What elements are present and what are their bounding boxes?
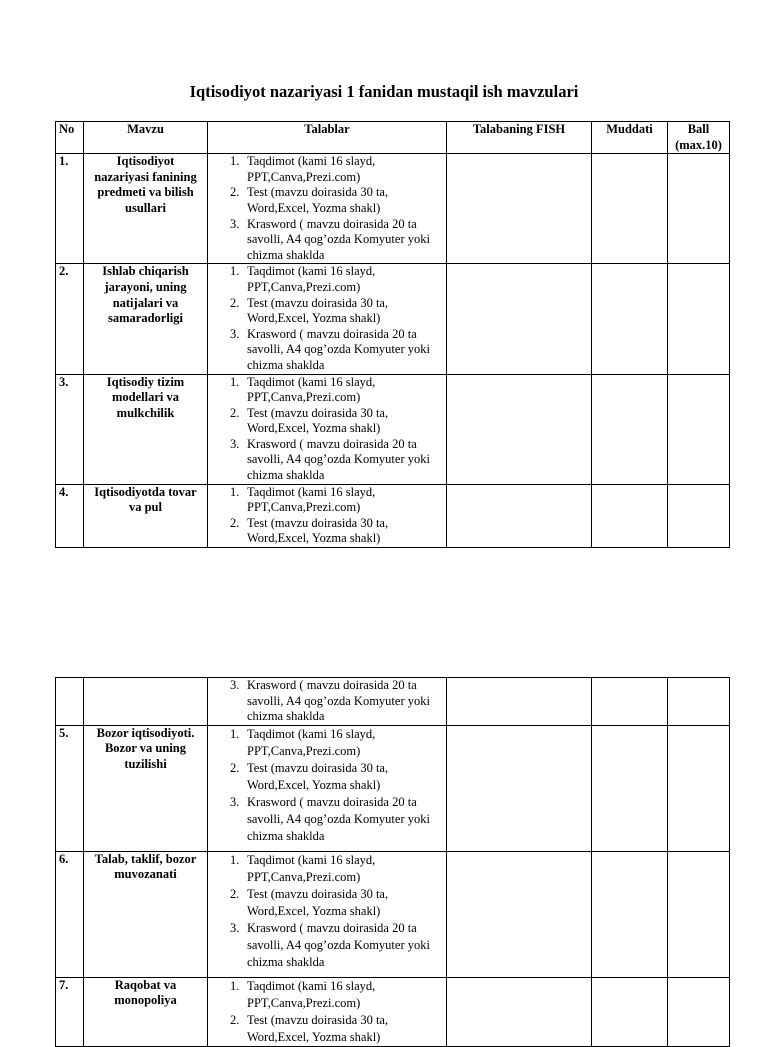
requirement-item: 1. Taqdimot (kami 16 slayd, PPT,Canva,Prezi.com) [230, 374, 376, 405]
score-cell[interactable] [668, 851, 730, 977]
table-row [56, 725, 730, 851]
score-cell[interactable] [668, 725, 730, 851]
score-cell[interactable] [668, 484, 730, 547]
table-row [56, 484, 730, 547]
row-topic: Iqtisodiy tizim modellari va mulkchilik [84, 374, 208, 484]
header-muddati: Muddati [592, 122, 668, 154]
header-ball: Ball (max.10) [668, 122, 730, 154]
document-title: Iqtisodiyot nazariyasi 1 fanidan mustaqil ish mavzulari [189, 82, 579, 101]
table-row-continuation [56, 678, 730, 726]
requirement-item: 3. Krasword ( mavzu doirasida 20 ta savolli, A4 qog’ozda Komyuter yoki chizma shaklda [230, 678, 430, 724]
requirement-item: 2. Test (mavzu doirasida 30 ta, Word,Excel, Yozma shakl) [230, 1012, 389, 1044]
row-requirements [208, 484, 447, 547]
student-name-cell[interactable] [447, 264, 592, 374]
deadline-cell[interactable] [592, 154, 668, 264]
row-topic: Iqtisodiyot nazariyasi fanining predmeti va bilish usullari [84, 154, 208, 264]
row-requirements [208, 725, 447, 851]
deadline-cell[interactable] [592, 977, 668, 1046]
table-header-row [56, 122, 730, 154]
row-requirements [208, 678, 447, 726]
deadline-cell[interactable] [592, 678, 668, 726]
table-row [56, 977, 730, 1046]
row-requirements [208, 977, 447, 1046]
row-topic: Bozor iqtisodiyoti. Bozor va uning tuzilishi [84, 725, 208, 851]
row-number: 5. [56, 725, 84, 851]
requirement-item: 1. Taqdimot (kami 16 slayd, PPT,Canva,Prezi.com) [230, 978, 376, 1010]
table-row [56, 851, 730, 977]
student-name-cell[interactable] [447, 374, 592, 484]
requirement-item: 3. Krasword ( mavzu doirasida 20 ta savolli, A4 qog’ozda Komyuter yoki chizma shaklda [230, 216, 430, 262]
requirement-item: 1. Taqdimot (kami 16 slayd, PPT,Canva,Prezi.com) [230, 264, 376, 294]
requirement-item: 1. Taqdimot (kami 16 slayd, PPT,Canva,Prezi.com) [230, 154, 376, 184]
deadline-cell[interactable] [592, 725, 668, 851]
student-name-cell[interactable] [447, 977, 592, 1046]
header-mavzu: Mavzu [84, 122, 208, 154]
row-number: 2. [56, 264, 84, 374]
score-cell[interactable] [668, 264, 730, 374]
requirement-item: 2. Test (mavzu doirasida 30 ta, Word,Excel, Yozma shakl) [230, 405, 389, 436]
row-number: 4. [56, 484, 84, 547]
row-requirements [208, 851, 447, 977]
requirement-item: 2. Test (mavzu doirasida 30 ta, Word,Excel, Yozma shakl) [230, 295, 389, 326]
row-number [56, 678, 84, 726]
header-no: No [56, 122, 84, 154]
row-number: 3. [56, 374, 84, 484]
requirement-item: 3. Krasword ( mavzu doirasida 20 ta savolli, A4 qog’ozda Komyuter yoki chizma shaklda [230, 326, 430, 372]
score-cell[interactable] [668, 374, 730, 484]
row-topic: Raqobat va monopoliya [84, 977, 208, 1046]
table-row [56, 264, 730, 374]
requirement-item: 3. Krasword ( mavzu doirasida 20 ta savolli, A4 qog’ozda Komyuter yoki chizma shaklda [230, 436, 430, 483]
row-topic: Ishlab chiqarish jarayoni, uning natijalari va samaradorligi [84, 264, 208, 374]
row-topic [84, 678, 208, 726]
row-number: 6. [56, 851, 84, 977]
table-row [56, 154, 730, 264]
deadline-cell[interactable] [592, 484, 668, 547]
topics-table-page-1 [55, 121, 730, 548]
row-topic: Iqtisodiyotda tovar va pul [84, 484, 208, 547]
row-requirements [208, 264, 447, 374]
student-name-cell[interactable] [447, 678, 592, 726]
student-name-cell[interactable] [447, 725, 592, 851]
score-cell[interactable] [668, 977, 730, 1046]
score-cell[interactable] [668, 154, 730, 264]
deadline-cell[interactable] [592, 264, 668, 374]
requirement-item: 1. Taqdimot (kami 16 slayd, PPT,Canva,Prezi.com) [230, 726, 376, 758]
header-talablar: Talablar [208, 122, 447, 154]
requirement-item: 2. Test (mavzu doirasida 30 ta, Word,Excel, Yozma shakl) [230, 760, 389, 792]
student-name-cell[interactable] [447, 851, 592, 977]
requirement-item: 2. Test (mavzu doirasida 30 ta, Word,Excel, Yozma shakl) [230, 185, 389, 215]
requirement-item: 2. Test (mavzu doirasida 30 ta, Word,Excel, Yozma shakl) [230, 515, 389, 546]
student-name-cell[interactable] [447, 154, 592, 264]
deadline-cell[interactable] [592, 374, 668, 484]
row-topic: Talab, taklif, bozor muvozanati [84, 851, 208, 977]
student-name-cell[interactable] [447, 484, 592, 547]
row-number: 7. [56, 977, 84, 1046]
topics-table-page-2 [55, 677, 730, 1047]
requirement-item: 3. Krasword ( mavzu doirasida 20 ta savolli, A4 qog’ozda Komyuter yoki chizma shaklda [230, 920, 430, 969]
requirement-item: 1. Taqdimot (kami 16 slayd, PPT,Canva,Prezi.com) [230, 484, 376, 515]
header-talabaning-fish: Talabaning FISH [447, 122, 592, 154]
row-requirements [208, 374, 447, 484]
table-row [56, 374, 730, 484]
row-number: 1. [56, 154, 84, 264]
score-cell[interactable] [668, 678, 730, 726]
row-requirements [208, 154, 447, 264]
requirement-item: 1. Taqdimot (kami 16 slayd, PPT,Canva,Prezi.com) [230, 852, 376, 884]
deadline-cell[interactable] [592, 851, 668, 977]
requirement-item: 2. Test (mavzu doirasida 30 ta, Word,Excel, Yozma shakl) [230, 886, 389, 918]
requirement-item: 3. Krasword ( mavzu doirasida 20 ta savolli, A4 qog’ozda Komyuter yoki chizma shaklda [230, 794, 430, 843]
